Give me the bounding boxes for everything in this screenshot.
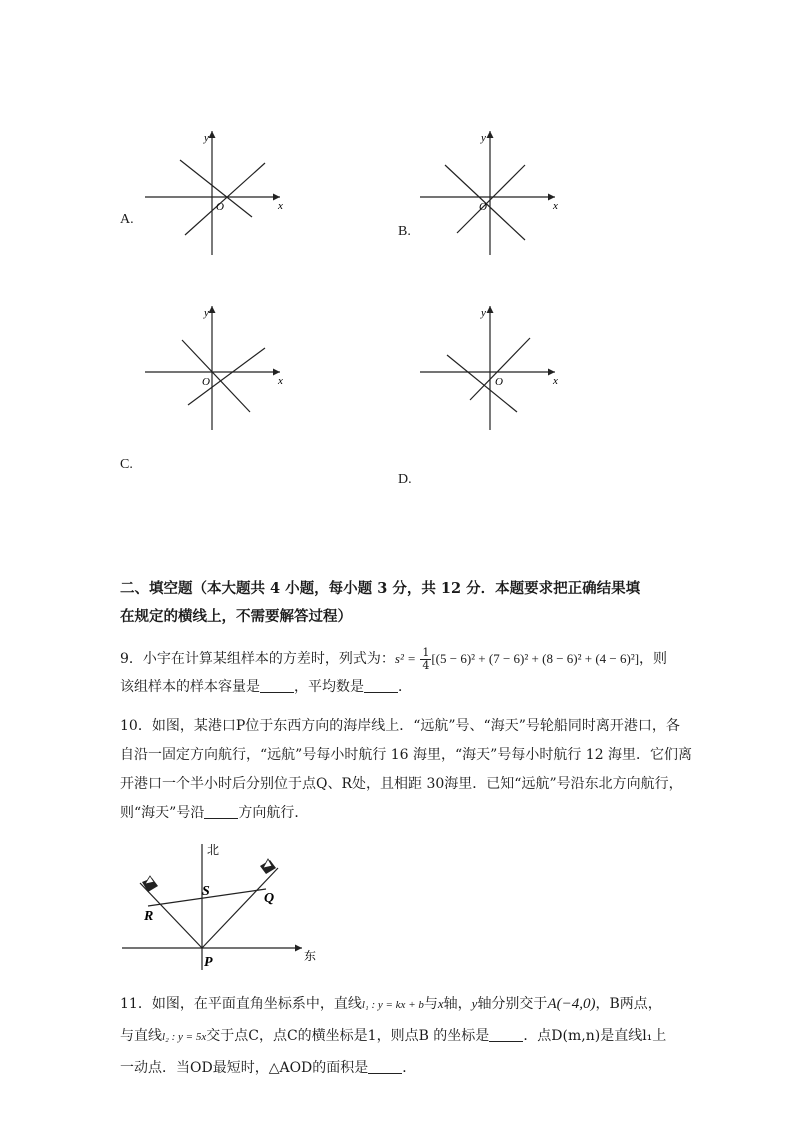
svg-text:O: O: [495, 376, 503, 388]
svg-text:x: x: [278, 375, 283, 387]
q9-frac-num: 1: [422, 645, 430, 659]
svg-text:O: O: [202, 376, 210, 388]
q11-blank-area[interactable]: [368, 1059, 402, 1074]
q9-frac-den: 4: [422, 658, 430, 672]
svg-text:x: x: [553, 375, 558, 387]
q11-line1-c: 轴，: [443, 996, 472, 1012]
point-Q-label: Q: [264, 891, 275, 906]
q11-line2-a: 与直线: [120, 1028, 162, 1044]
q10-line3: 开港口一个半小时后分别位于点Q、R处，且相距 30海里．已知“远航”号沿东北方向航行，: [120, 776, 683, 792]
q11-line1-e: ，B两点，: [595, 996, 662, 1012]
section2-heading-line2: 在规定的横线上，不需要解答过程）: [120, 608, 352, 625]
q11-blank-point-B[interactable]: [489, 1027, 523, 1042]
svg-text:x: x: [553, 200, 558, 212]
north-label: 北: [207, 843, 220, 857]
svg-text:y: y: [204, 307, 209, 319]
q9-fraction: [420, 647, 431, 672]
q10-line1: 10．如图，某港口P位于东西方向的海岸线上．“远航”号、“海天”号轮船同时离开港口，各: [120, 718, 680, 734]
q9-line2-end: ．: [398, 679, 412, 695]
segment-PQ: [202, 868, 278, 948]
q10-line2: 自沿一固定方向航行，“远航”号每小时航行 16 海里，“海天”号每小时航行 12 海里．它们离: [120, 747, 693, 763]
q11-line2-c: ．点D(m,n)是直线l₁上: [523, 1028, 667, 1044]
option-d-label: D.: [398, 472, 412, 487]
option-b-graph: [415, 125, 570, 260]
q11-line3-a: 一动点．当OD最短时，: [120, 1060, 269, 1076]
q11-x-axis: x: [437, 996, 444, 1011]
option-c-graph: [140, 300, 295, 435]
q9-blank-mean[interactable]: [364, 678, 398, 693]
ship-icon-haitian: [142, 876, 158, 892]
svg-text:y: y: [481, 307, 486, 319]
point-R-label: R: [144, 909, 154, 924]
q9-line2-a: 该组样本的样本容量是: [120, 679, 260, 695]
option-a-graph: [140, 125, 295, 260]
q10-line4-a: 则“海天”号沿: [120, 805, 205, 821]
q11-y-axis: y: [471, 996, 478, 1011]
q9-formula-lhs: s² =: [394, 651, 416, 666]
q11-point-A: A(−4,0): [547, 996, 596, 1012]
option-d-graph: [415, 300, 570, 435]
q11-l2-equation: l₂ : y = 5x: [162, 1031, 207, 1043]
q11-line3-end: ．: [402, 1060, 417, 1076]
q11-l1-equation: l₁ : y = kx + b: [361, 999, 424, 1011]
option-b-label: B.: [398, 224, 411, 239]
q11-triangle: △AOD的面积是: [268, 1060, 369, 1076]
q9-suffix: ，则: [639, 651, 668, 667]
q10-blank-direction[interactable]: [204, 804, 238, 819]
svg-text:y: y: [481, 132, 486, 144]
section2-heading: [120, 575, 680, 631]
x-axis-label: x: [278, 200, 283, 212]
point-S-label: S: [202, 884, 210, 899]
q9-formula-rhs: [(5 − 6)² + (7 − 6)² + (8 − 6)² + (4 − 6)²]: [431, 651, 640, 666]
q9-line2-b: ，平均数是: [294, 679, 364, 695]
question-9: [120, 645, 680, 701]
east-label: 东: [304, 949, 317, 963]
point-P-label: P: [204, 955, 213, 970]
section2-heading-line1: 二、填空题（本大题共 4 小题，每小题 3 分，共 12 分．本题要求把正确结果填: [120, 580, 641, 597]
origin-label: O: [216, 201, 224, 213]
option-a-label: A.: [120, 212, 134, 227]
svg-text:O: O: [479, 201, 487, 213]
q11-line1-d: 轴分别交于: [477, 996, 548, 1012]
q9-prefix: 9．小宇在计算某组样本的方差时，列式为：: [120, 651, 395, 667]
q11-line2-b: 交于点C，点C的横坐标是1，则点B 的坐标是: [206, 1028, 490, 1044]
q11-line1-b: 与: [423, 996, 438, 1012]
question-10: [120, 712, 693, 828]
y-axis-label: y: [204, 132, 209, 144]
q10-figure: [118, 838, 328, 973]
q9-blank-sample-size[interactable]: [260, 678, 294, 693]
ship-icon-yuanhang: [260, 859, 276, 874]
q10-line4-b: 方向航行．: [238, 805, 309, 821]
q11-line1-a: 11．如图，在平面直角坐标系中，直线: [120, 996, 362, 1012]
option-c-label: C.: [120, 457, 133, 472]
question-11: [120, 988, 690, 1084]
